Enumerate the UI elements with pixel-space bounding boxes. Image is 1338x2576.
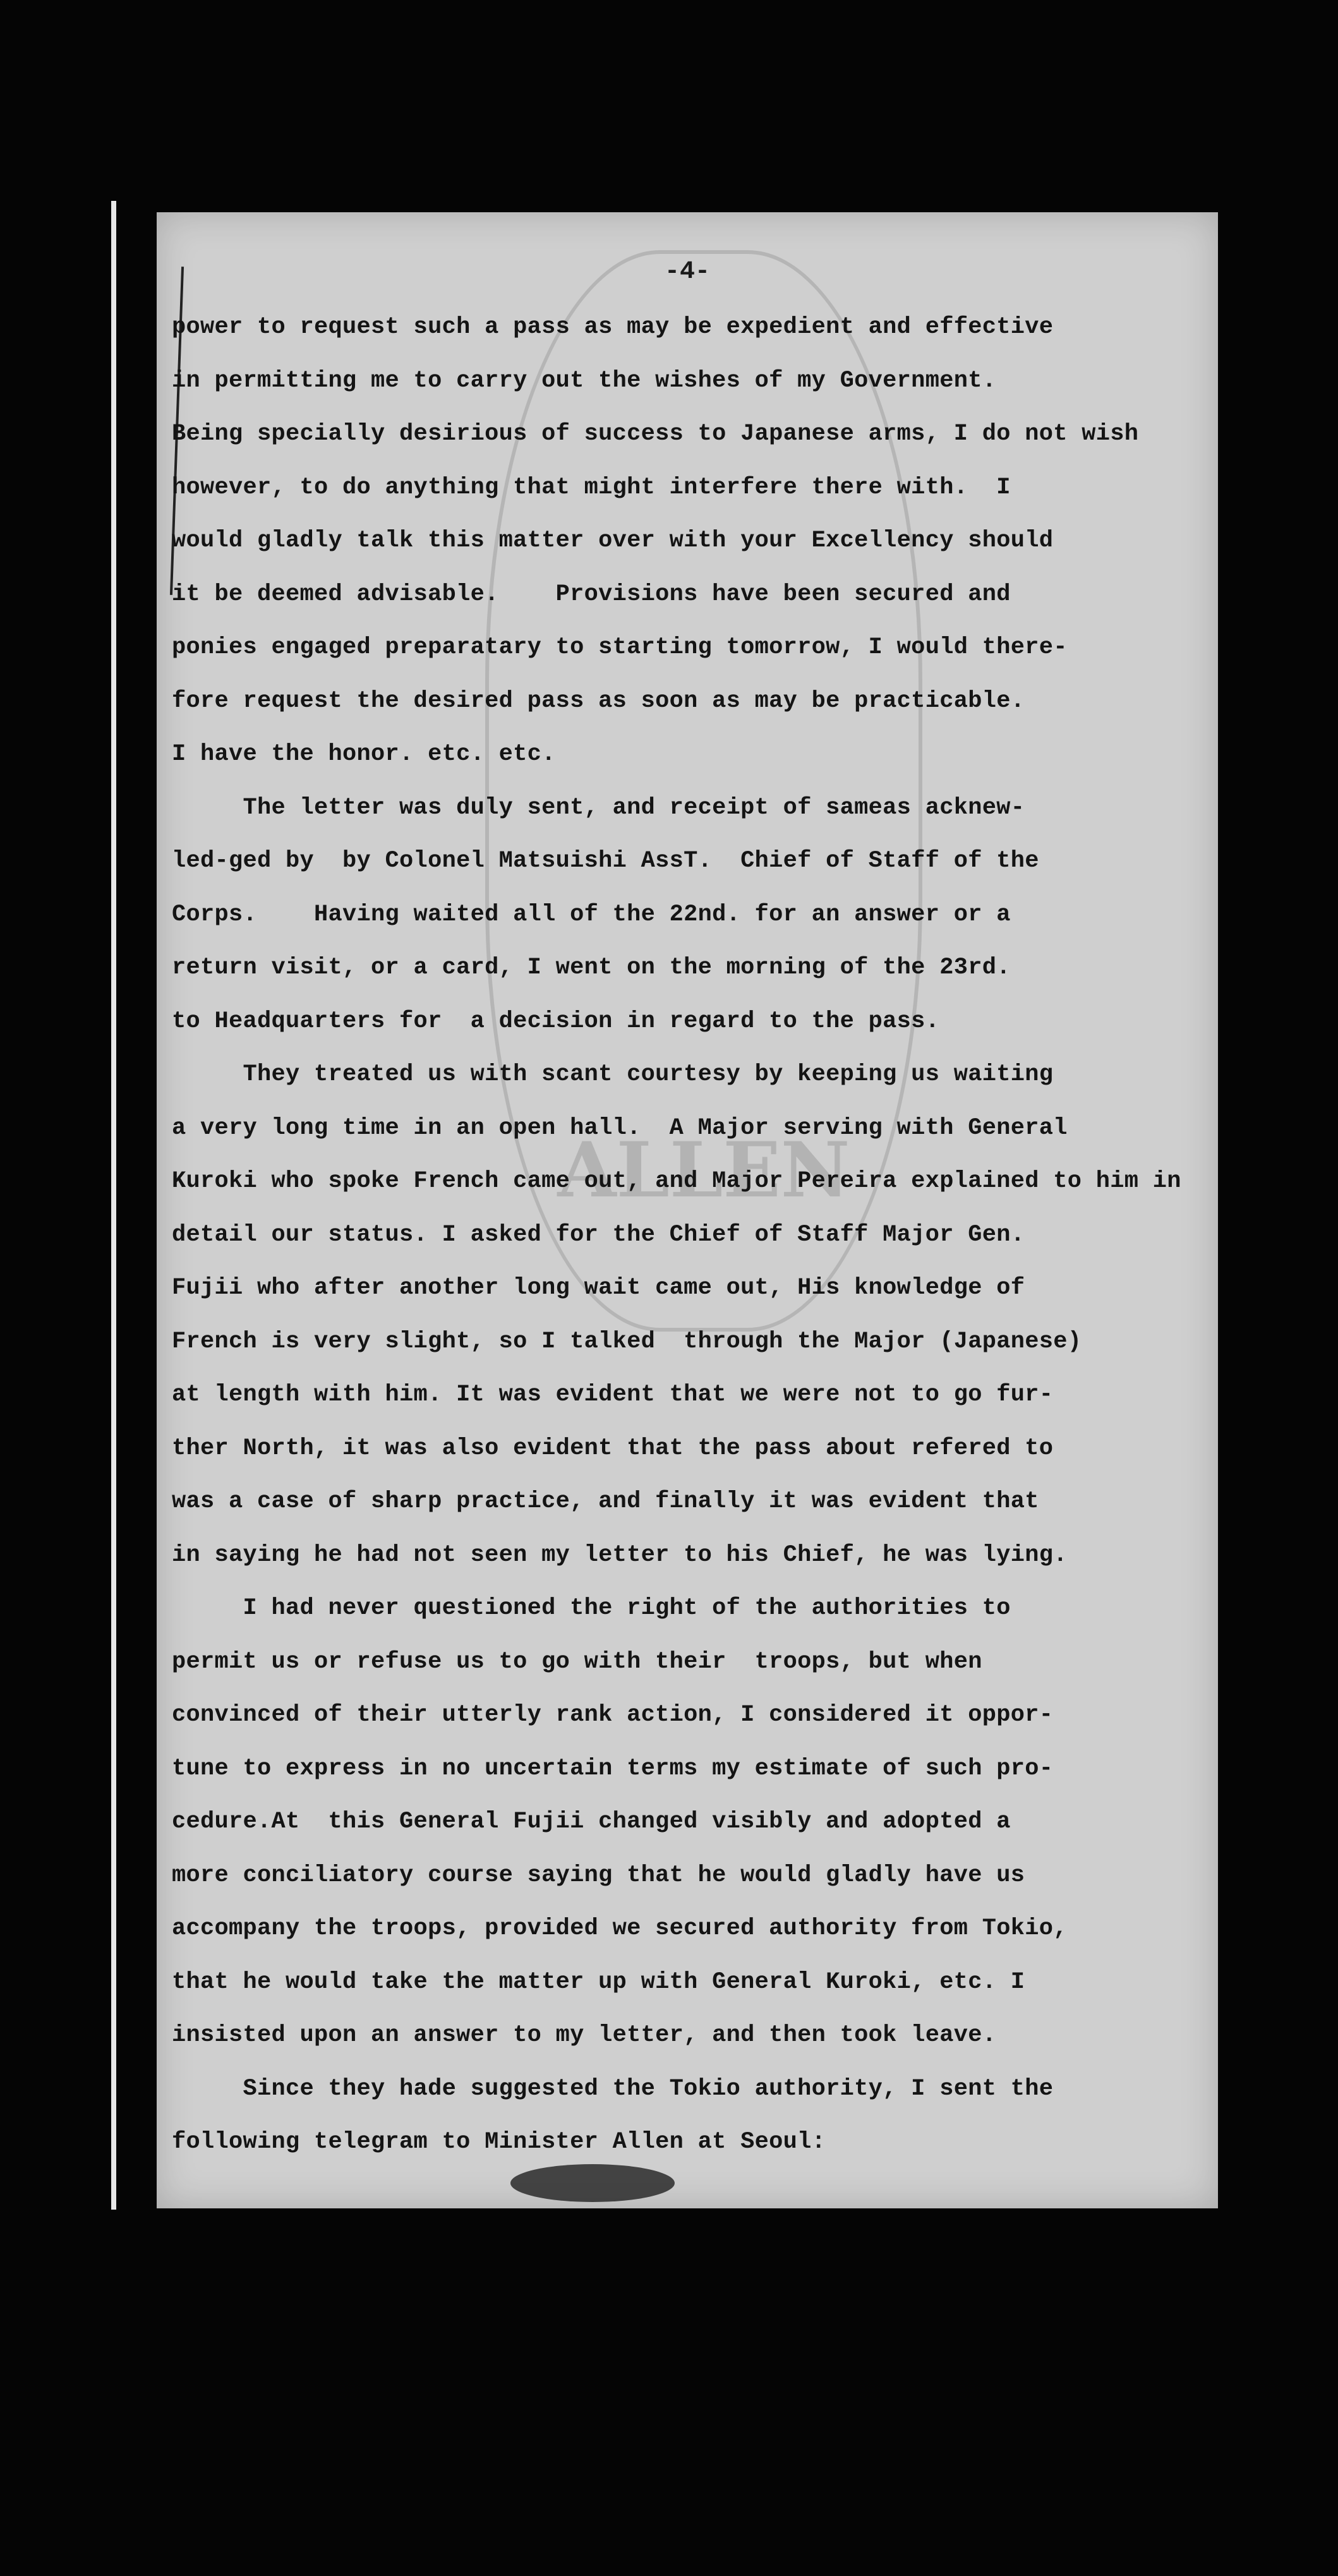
- text-line: Fujii who after another long wait came out, His knowledge of: [172, 1275, 1025, 1301]
- document-page: [157, 212, 1218, 2208]
- text-line: I had never questioned the right of the authorities to: [172, 1595, 1011, 1622]
- text-line: fore request the desired pass as soon as may be practicable.: [172, 687, 1025, 714]
- text-line: following telegram to Minister Allen at Seoul:: [172, 2129, 826, 2155]
- text-line: I have the honor. etc. etc.: [172, 741, 556, 767]
- ink-smudge: [510, 2164, 675, 2202]
- text-line: convinced of their utterly rank action, I considered it oppor-: [172, 1702, 1054, 1728]
- text-line: permit us or refuse us to go with their troops, but when: [172, 1648, 982, 1675]
- text-line: that he would take the matter up with General Kuroki, etc. I: [172, 1968, 1025, 1995]
- text-line: ponies engaged preparatary to starting tomorrow, I would there-: [172, 634, 1068, 661]
- text-line: led-ged by by Colonel Matsuishi AssT. Chief of Staff of the: [172, 848, 1039, 874]
- text-line: detail our status. I asked for the Chief of Staff Major Gen.: [172, 1221, 1025, 1248]
- text-line: more conciliatory course saying that he would gladly have us: [172, 1862, 1025, 1889]
- typed-letter-body: [172, 301, 1208, 2169]
- text-line: Corps. Having waited all of the 22nd. for an answer or a: [172, 901, 1011, 928]
- text-line: insisted upon an answer to my letter, and then took leave.: [172, 2022, 997, 2049]
- text-line: return visit, or a card, I went on the morning of the 23rd.: [172, 954, 1011, 981]
- text-line: power to request such a pass as may be expedient and effective: [172, 314, 1054, 340]
- text-line: a very long time in an open hall. A Major serving with General: [172, 1114, 1068, 1141]
- text-line: in permitting me to carry out the wishes of my Government.: [172, 367, 997, 394]
- text-line: it be deemed advisable. Provisions have been secured and: [172, 581, 1011, 608]
- text-line: to Headquarters for a decision in regard to the pass.: [172, 1008, 940, 1035]
- text-line: however, to do anything that might interfere there with. I: [172, 474, 1011, 501]
- text-line: at length with him. It was evident that we were not to go fur-: [172, 1381, 1054, 1408]
- text-line: The letter was duly sent, and receipt of sameas acknew-: [172, 794, 1025, 821]
- page-number: -4-: [664, 258, 710, 286]
- text-line: cedure.At this General Fujii changed visibly and adopted a: [172, 1809, 1011, 1835]
- text-line: Being specially desirious of success to Japanese arms, I do not wish: [172, 421, 1139, 447]
- text-line: tune to express in no uncertain terms my estimate of such pro-: [172, 1755, 1054, 1782]
- text-line: accompany the troops, provided we secured authority from Tokio,: [172, 1915, 1068, 1942]
- text-line: in saying he had not seen my letter to his Chief, he was lying.: [172, 1541, 1068, 1568]
- text-line: They treated us with scant courtesy by keeping us waiting: [172, 1061, 1054, 1088]
- stamp-lettering: ALLEN: [557, 1126, 850, 1215]
- text-line: ther North, it was also evident that the pass about refered to: [172, 1435, 1054, 1462]
- text-line: would gladly talk this matter over with your Excellency should: [172, 527, 1054, 554]
- text-line: Kuroki who spoke French came out, and Major Pereira explained to him in: [172, 1168, 1181, 1195]
- film-edge-rule: [111, 201, 116, 2210]
- text-line: Since they hade suggested the Tokio authority, I sent the: [172, 2075, 1054, 2102]
- text-line: was a case of sharp practice, and finally it was evident that: [172, 1488, 1039, 1515]
- text-line: French is very slight, so I talked through the Major (Japanese): [172, 1328, 1082, 1355]
